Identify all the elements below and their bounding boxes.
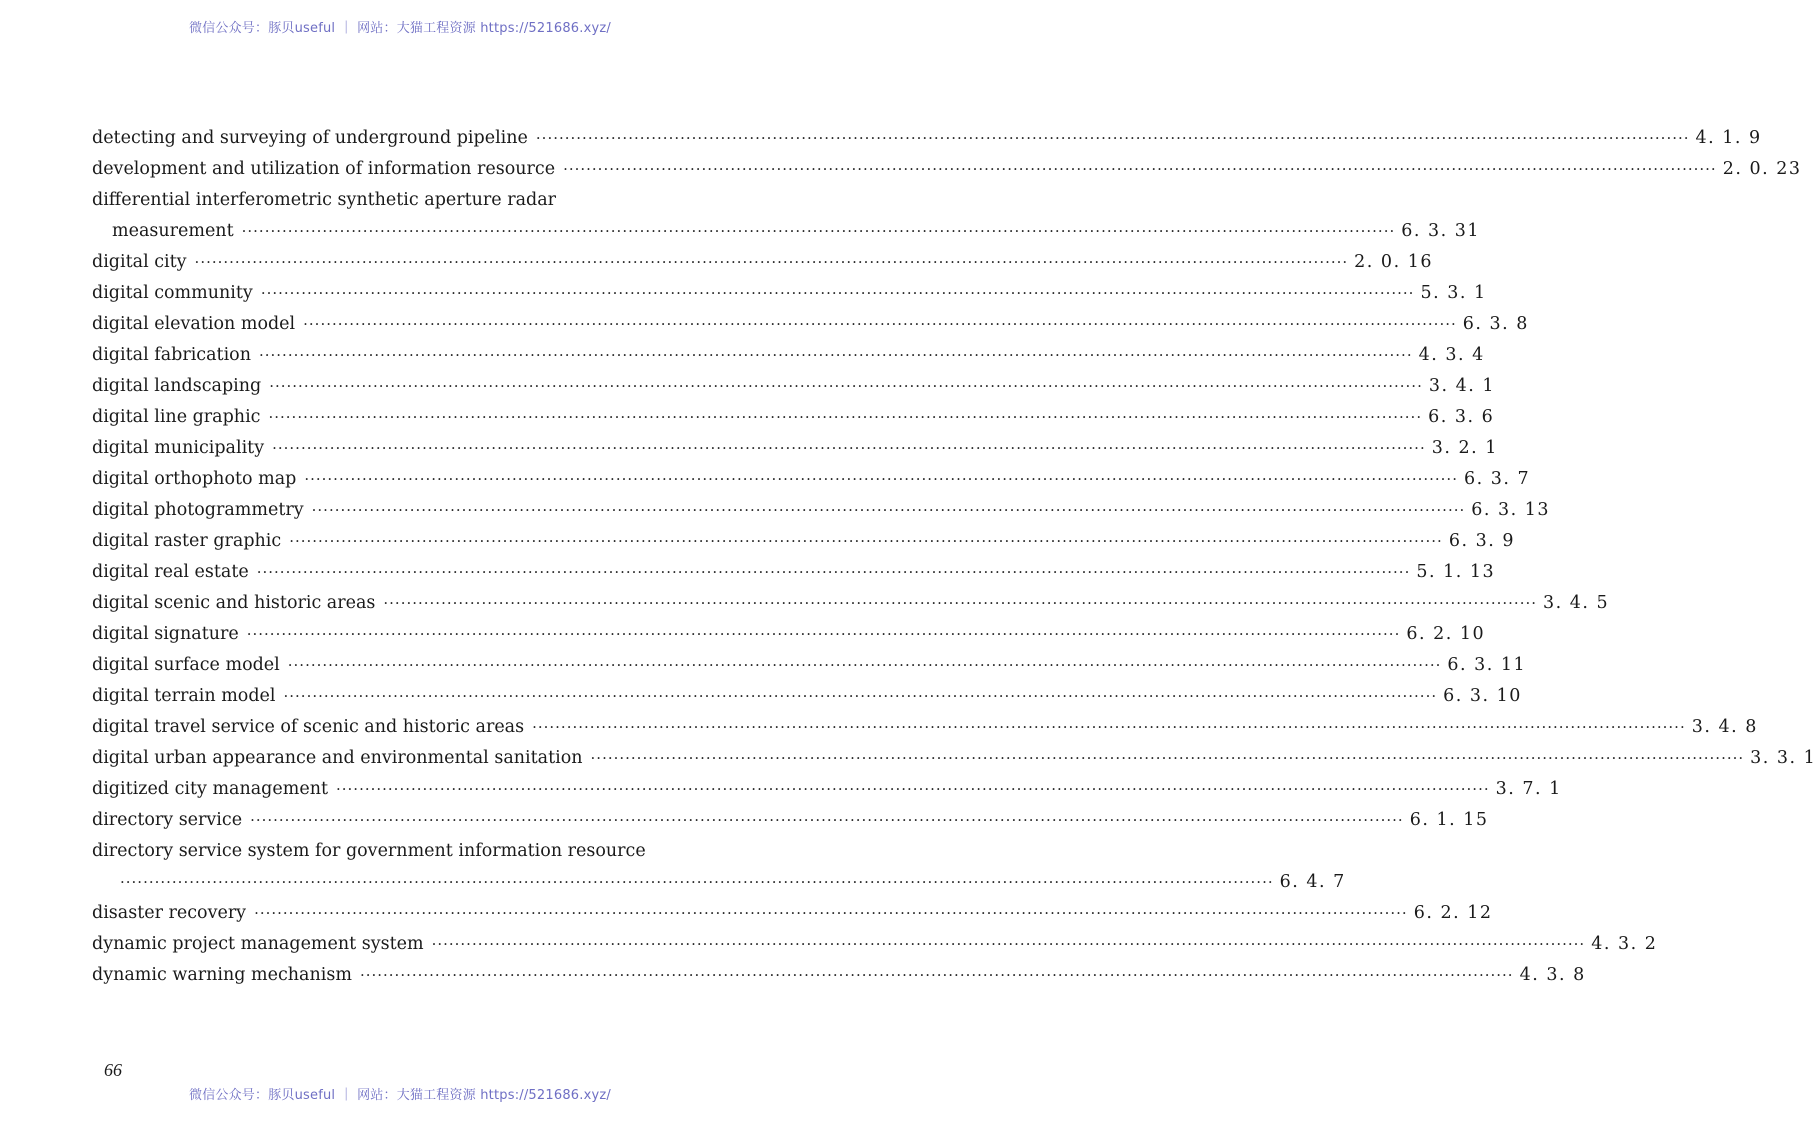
index-entry [92,154,1802,185]
index-entry [92,309,1529,340]
index-reference: 4. 1. 9 [1695,128,1762,148]
index-entry [92,464,1531,495]
index-reference: 5. 1. 13 [1416,562,1496,582]
index-term: measurement [112,221,234,241]
index-entry [92,867,1346,898]
index-reference: 6. 3. 7 [1463,469,1531,489]
index-reference: 5. 3. 1 [1420,283,1487,303]
watermark-top: 微信公众号：豚贝useful ｜ 网站：大猫工程资源 https://521686.xyz/ [189,21,611,36]
index-term: digital fabrication [92,345,251,365]
index-term: disaster recovery [92,903,247,923]
index-entry [92,898,1493,929]
leader-dots: ········································································································································································································ [289,532,1443,550]
index-term: digital community [92,283,253,303]
index-entry [92,123,1762,154]
leader-dots: ········································································································································································································ [431,935,1586,953]
index-entry [92,774,1562,805]
index-term: directory service [92,810,243,830]
index-reference: 2. 0. 16 [1354,252,1433,272]
leader-dots: ········································································································································································································ [535,129,1690,147]
leader-dots: ········································································································································································································ [304,470,1458,488]
index-entry [92,960,1586,991]
index-entry [92,402,1495,433]
index-term: digital scenic and historic areas [92,593,376,613]
index-entry [92,929,1658,960]
leader-dots: ········································································································································································································ [256,563,1411,581]
leader-dots: ········································································································································································································ [590,749,1745,767]
index-entry [92,526,1515,557]
leader-dots: ········································································································································································································ [258,346,1413,364]
index-entry [92,650,1527,681]
index-term: digital travel service of scenic and historic areas [92,717,525,737]
index-reference: 3. 2. 1 [1431,438,1498,458]
index-reference: 3. 7. 1 [1495,779,1562,799]
leader-dots: ········································································································································································································ [563,160,1717,178]
index-term: digital city [92,252,187,272]
leader-dots: ········································································································································································································ [246,625,1401,643]
index-reference: 2. 0. 23 [1722,159,1802,179]
index-term: digital surface model [92,655,280,675]
index-reference: 4. 3. 4 [1418,345,1485,365]
index-reference: 6. 2. 10 [1406,624,1486,644]
leader-dots: ········································································································································································································ [194,253,1349,271]
index-reference: 6. 2. 12 [1413,903,1493,923]
index-reference: 6. 3. 11 [1447,655,1527,675]
index-term: detecting and surveying of underground pipeline [92,128,528,148]
index-term: digital orthophoto map [92,469,297,489]
index-term: digital photogrammetry [92,500,304,520]
index-term: digital line graphic [92,407,261,427]
index-entry [92,743,1816,774]
index-reference: 4. 3. 8 [1519,965,1586,985]
index-reference: 6. 1. 15 [1409,810,1489,830]
index-entry [92,588,1610,619]
index-term: digital signature [92,624,239,644]
index-term: digital elevation model [92,314,296,334]
page-number: 66 [104,1060,122,1080]
leader-dots: ········································································································································································································ [336,780,1490,798]
leader-dots: ········································································································································································································ [241,222,1396,240]
index-entry [92,185,666,216]
index-reference: 6. 3. 10 [1443,686,1522,706]
leader-dots: ········································································································································································································ [120,873,1274,891]
index-term: directory service system for government information resource [92,841,646,861]
leader-dots: ········································································································································································································ [268,408,1423,426]
index-reference: 6. 4. 7 [1279,872,1346,892]
index-term: digitized city management [92,779,328,799]
index-reference: 4. 3. 2 [1591,934,1658,954]
index-reference: 6. 3. 13 [1471,500,1551,520]
index-term: dynamic warning mechanism [92,965,352,985]
index-entry [92,681,1522,712]
index-list [92,123,1816,991]
index-entry [92,278,1487,309]
index-entry [92,836,666,867]
index-entry [92,433,1498,464]
index-entry [92,216,1481,247]
leader-dots: ········································································································································································································ [269,377,1423,395]
index-entry [92,805,1489,836]
index-entry [92,619,1486,650]
index-entry [92,557,1496,588]
watermark-bottom: 微信公众号：豚贝useful ｜ 网站：大猫工程资源 https://521686.xyz/ [189,1088,611,1103]
index-term: digital municipality [92,438,265,458]
index-entry [92,495,1551,526]
leader-dots: ········································································································································································································ [260,284,1415,302]
index-entry [92,712,1758,743]
leader-dots: ········································································································································································································ [303,315,1457,333]
index-reference: 3. 4. 5 [1543,593,1610,613]
index-reference: 6. 3. 9 [1448,531,1515,551]
index-reference: 6. 3. 8 [1462,314,1529,334]
index-reference: 3. 3. 1 [1750,748,1816,768]
index-term: digital landscaping [92,376,262,396]
index-entry [92,371,1495,402]
index-reference: 6. 3. 6 [1428,407,1495,427]
leader-dots: ········································································································································································································ [383,594,1538,612]
index-entry [92,340,1485,371]
index-term: dynamic project management system [92,934,424,954]
leader-dots: ········································································································································································································ [532,718,1686,736]
index-reference: 3. 4. 1 [1428,376,1495,396]
leader-dots: ········································································································································································································ [359,966,1514,984]
index-term: digital raster graphic [92,531,282,551]
index-term: digital real estate [92,562,249,582]
index-reference: 3. 4. 8 [1691,717,1758,737]
index-reference: 6. 3. 31 [1401,221,1481,241]
leader-dots: ········································································································································································································ [254,904,1408,922]
index-entry [92,247,1433,278]
leader-dots: ········································································································································································································ [272,439,1426,457]
leader-dots: ········································································································································································································ [311,501,1466,519]
leader-dots: ········································································································································································································ [287,656,1442,674]
leader-dots: ········································································································································································································ [250,811,1404,829]
index-term: digital terrain model [92,686,276,706]
index-term: digital urban appearance and environmental sanitation [92,748,583,768]
index-term: differential interferometric synthetic aperture radar [92,190,557,210]
leader-dots: ········································································································································································································ [283,687,1438,705]
index-term: development and utilization of information resource [92,159,556,179]
